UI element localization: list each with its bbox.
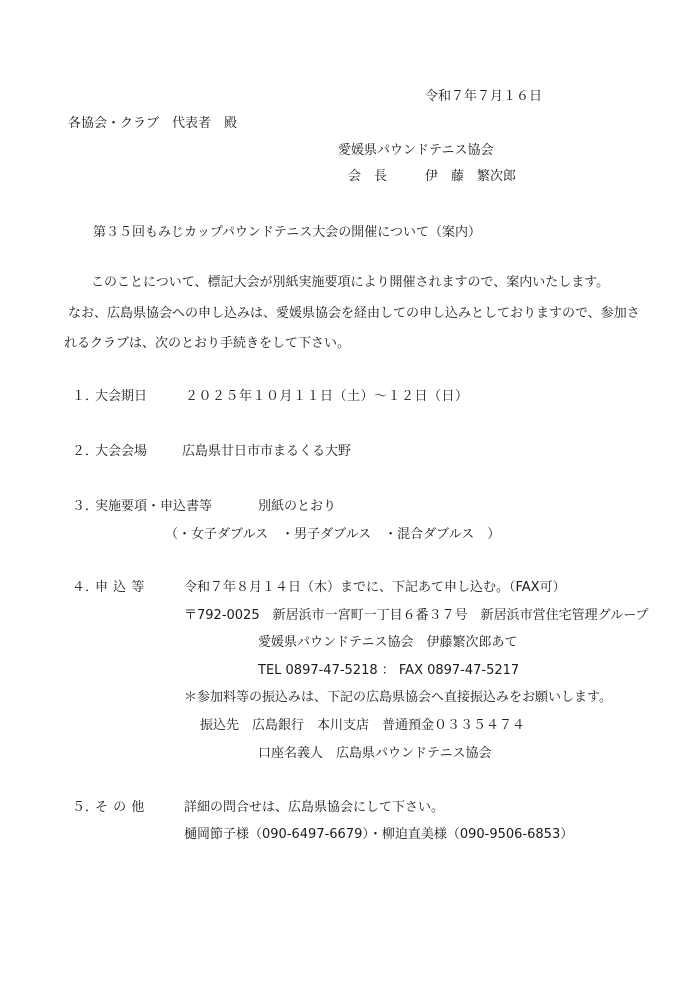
account-name: 口座名義人 広島県パウンドテニス協会 [258,746,492,761]
sender-name: 伊 藤 繁次郎 [425,169,517,184]
item-label: 申 込 等 [95,580,145,595]
sender-title: 会 長 [348,169,388,184]
bank-info: 振込先 広島銀行 本川支店 普通預金０３３５４７４ [200,718,526,733]
item-value: 別紙のとおり [258,499,337,514]
item-number: １． [72,389,99,404]
addressee: 各協会・クラブ 代表者 殿 [68,116,238,131]
item-label: 大会会場 [95,444,148,459]
contact-numbers: TEL 0897-47-5218 ： FAX 0897-47-5217 [258,663,520,678]
mailing-address: 〒792-0025 新居浜市一宮町一丁目６番３７号 新居浜市営住宅管理グループ [184,608,649,623]
document-subject: 第３５回もみじカップパウンドテニス大会の開催について（案内） [93,225,482,240]
item-value: ２０２５年１０月１１日（土）～１２日（日） [185,389,469,404]
body-line-1: このことについて、標記大会が別紙実施要項により開催されますので、案内いたします。 [91,275,610,290]
item-label: 実施要項・申込書等 [95,499,213,514]
event-list: （・女子ダブルス ・男子ダブルス ・混合ダブルス ） [165,527,501,542]
item-label: 大会期日 [95,389,148,404]
fee-note: ＊参加料等の振込みは、下記の広島県協会へ直接振込みをお願いします。 [184,690,612,705]
item-number: ２． [72,444,99,459]
application-deadline: 令和７年８月１４日（木）までに、下記あて申し込む。（FAX可） [184,580,566,595]
recipient: 愛媛県パウンドテニス協会 伊藤繁次郎あて [258,635,518,650]
body-line-3: れるクラブは、次のとおり手続きをして下さい。 [64,336,351,351]
item-value: 広島県廿日市市まるくる大野 [182,444,352,459]
item-number: ３． [72,499,99,514]
document-date: 令和７年７月１６日 [425,89,543,104]
item-label: そ の 他 [95,800,145,815]
body-line-2: なお、広島県協会への申し込みは、愛媛県協会を経由しての申し込みとしておりますので、参加さ [68,306,640,321]
inquiry-contacts: 樋岡節子様（090-6497-6679）・柳迫直美様（090-9506-6853） [184,827,574,842]
item-number: ４． [72,580,99,595]
inquiry-note: 詳細の問合せは、広島県協会にして下さい。 [184,800,445,815]
sender-organization: 愛媛県パウンドテニス協会 [338,143,494,158]
item-number: ５． [72,800,99,815]
